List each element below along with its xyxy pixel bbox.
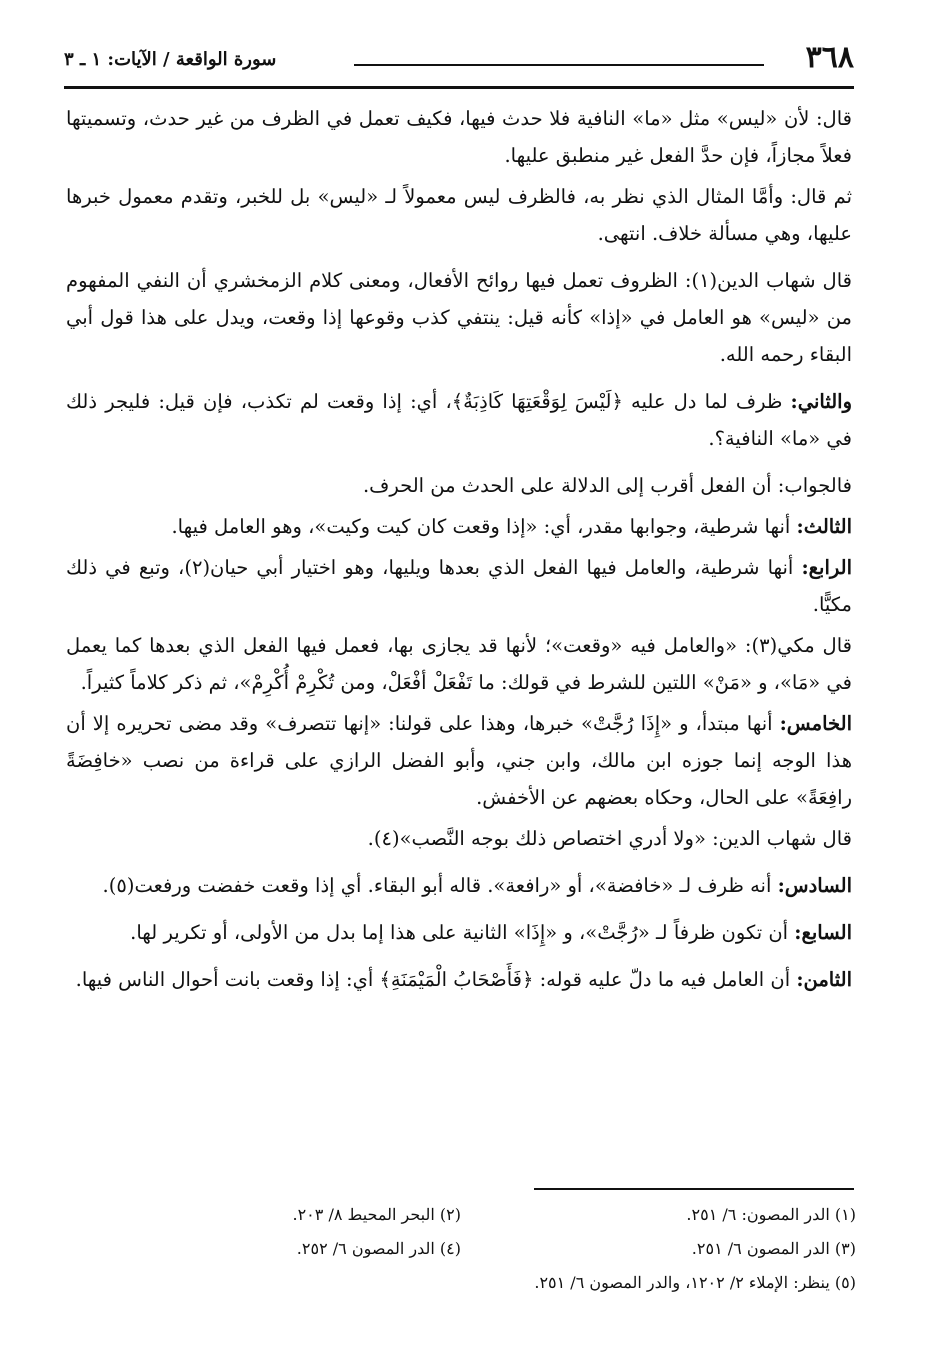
- paragraph-text: قال مكي(٣): «والعامل فيه «وقعت»؛ لأنها قد يجازى بها، فعمل فيها الفعل الذي بعدها كما يعمل في «مَا»، و «مَنْ» اللتين للشرط في قولك: ما تَفْعَلْ أفْعَلْ، ومن تُكْرِمْ أُكْرِمْ»، ثم ذكر كلاماً كثيراً.: [66, 634, 852, 694]
- footnote-row: [66, 1266, 856, 1300]
- header-underline: [64, 86, 854, 89]
- paragraph: [66, 383, 852, 457]
- header-rule: [354, 64, 764, 66]
- paragraph-text: أن العامل فيه ما دلّ عليه قوله: ﴿فَأَصْحَابُ الْمَيْمَنَةِ﴾ أي: إذا وقعت بانت أحوال الناس فيها.: [75, 968, 797, 991]
- footnotes: [66, 1198, 856, 1300]
- paragraph: [66, 961, 852, 998]
- footnote-2: (٢) البحر المحيط ٨/ ٢٠٣.: [292, 1205, 461, 1224]
- paragraph-lead: الخامس:: [779, 712, 852, 735]
- paragraph-text: ثم قال: وأمَّا المثال الذي نظر به، فالظرف ليس معمولاً لـ «ليس» بل للخبر، وتقدم معمول خبرها عليها، وهي مسألة خلاف. انتهى.: [66, 185, 852, 245]
- paragraph-text: قال شهاب الدين: «ولا أدري اختصاص ذلك بوجه النَّصب»(٤).: [367, 827, 852, 850]
- paragraph: [66, 467, 852, 504]
- footnote-3: (٣) الدر المصون ٦/ ٢٥١.: [691, 1239, 856, 1258]
- paragraph: [66, 178, 852, 252]
- paragraph: [66, 508, 852, 545]
- page-number: ٣٦٨: [805, 40, 854, 75]
- paragraph: [66, 262, 852, 373]
- paragraph: [66, 867, 852, 904]
- footnote-1: (١) الدر المصون: ٦/ ٢٥١.: [686, 1205, 856, 1224]
- footnote-5: (٥) ينظر: الإملاء ٢/ ١٢٠٢، والدر المصون ٦/ ٢٥١.: [534, 1273, 856, 1292]
- paragraph-text: أنها شرطية، وجوابها مقدر، أي: «إذا وقعت كان كيت وكيت»، وهو العامل فيها.: [171, 515, 797, 538]
- running-title: سورة الواقعة / الآيات: ١ ـ ٣: [64, 49, 277, 70]
- paragraph-lead: الثالث:: [796, 515, 852, 538]
- paragraph-lead: السابع:: [794, 921, 852, 944]
- paragraph: [66, 100, 852, 174]
- paragraph-text: ظرف لما دل عليه ﴿لَيْسَ لِوَقْعَتِهَا كَاذِبَةٌ﴾، أي: إذا وقعت لم تكذب، فإن قيل: فليجر ذلك في «ما» النافية؟.: [66, 390, 852, 450]
- footnote-4: (٤) الدر المصون ٦/ ٢٥٢.: [296, 1239, 461, 1258]
- paragraph-lead: السادس:: [777, 874, 852, 897]
- footnote-separator: [534, 1188, 854, 1190]
- paragraph-text: قال: لأن «ليس» مثل «ما» النافية فلا حدث فيها، فكيف تعمل في الظرف من غير حدث، وتسميتها فعلاً مجازاً، فإن حدَّ الفعل غير منطبق عليها.: [66, 107, 852, 167]
- paragraph: [66, 914, 852, 951]
- main-text: [66, 100, 852, 1002]
- paragraph: [66, 549, 852, 623]
- paragraph-lead: الثامن:: [796, 968, 852, 991]
- paragraph-text: أن تكون ظرفاً لـ «رُجَّتْ»، و «إِذَا» الثانية على هذا إما بدل من الأولى، أو تكرير لها.: [130, 921, 795, 944]
- paragraph: [66, 705, 852, 816]
- footnote-row: [66, 1198, 856, 1232]
- paragraph-text: قال شهاب الدين(١): الظروف تعمل فيها روائح الأفعال، ومعنى كلام الزمخشري أن النفي المفهوم من «ليس» هو العامل في «إذا» كأنه قيل: ينتفي كذب وقوعها إذا وقعت، ويدل على هذا قول أبي البقاء رحمه الله.: [66, 269, 852, 366]
- paragraph-text: أنها مبتدأ، و «إِذَا رُجَّتْ» خبرها، وهذا على قولنا: «إنها تتصرف» وقد مضى تحريره إلا أن هذا الوجه إنما جوزه ابن مالك، وابن جني، وأبو الفضل الرازي على قراءة من نصب «خافِضَةً رافِعَةً» على الحال، وحكاه بعضهم عن الأخفش.: [66, 712, 852, 809]
- paragraph: [66, 627, 852, 701]
- footnote-row: [66, 1232, 856, 1266]
- paragraph: [66, 820, 852, 857]
- paragraph-lead: والثاني:: [790, 390, 852, 413]
- page-header: [64, 38, 854, 86]
- paragraph-text: فالجواب: أن الفعل أقرب إلى الدلالة على الحدث من الحرف.: [362, 474, 852, 497]
- paragraph-text: أنه ظرف لـ «خافضة»، أو «رافعة». قاله أبو البقاء. أي إذا وقعت خفضت ورفعت(٥).: [102, 874, 778, 897]
- paragraph-text: أنها شرطية، والعامل فيها الفعل الذي بعدها ويليها، وهو اختيار أبي حيان(٢)، وتبع في ذلك مكيًّا.: [66, 556, 852, 616]
- paragraph-lead: الرابع:: [801, 556, 852, 579]
